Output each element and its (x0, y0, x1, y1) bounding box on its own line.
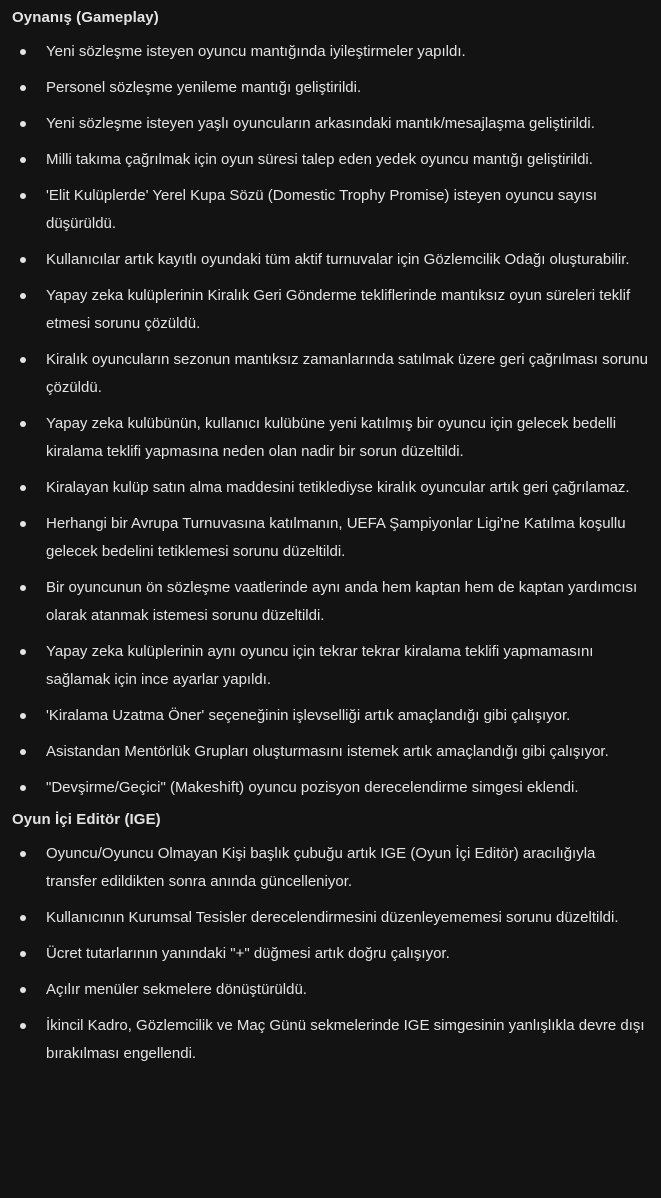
list-item (12, 38, 649, 66)
bullet-dot-icon (20, 293, 26, 299)
section-title-ige: Oyun İçi Editör (IGE) (12, 811, 161, 828)
list-item (12, 182, 649, 238)
list-item (12, 702, 649, 730)
bullet-dot-icon (20, 193, 26, 199)
bullet-dot-icon (20, 585, 26, 591)
bullet-dot-icon (20, 521, 26, 527)
bullet-list-gameplay (12, 38, 649, 802)
bullet-dot-icon (20, 1023, 26, 1029)
bullet-dot-icon (20, 157, 26, 163)
list-item (12, 282, 649, 338)
list-item-text: Kullanıcılar artık kayıtlı oyundaki tüm aktif turnuvalar için Gözlemcilik Odağı oluşturabilir. (46, 251, 630, 268)
list-item-text: 'Kiralama Uzatma Öner' seçeneğinin işlevselliği artık amaçlandığı gibi çalışıyor. (46, 707, 571, 724)
list-item (12, 574, 649, 630)
bullet-dot-icon (20, 485, 26, 491)
list-item (12, 246, 649, 274)
list-item-text: Ücret tutarlarının yanındaki "+" düğmesi artık doğru çalışıyor. (46, 945, 450, 962)
list-item-text: Milli takıma çağrılmak için oyun süresi talep eden yedek oyuncu mantığı geliştirildi. (46, 151, 593, 168)
bullet-dot-icon (20, 749, 26, 755)
bullet-dot-icon (20, 421, 26, 427)
list-item-text: Yapay zeka kulüplerinin aynı oyuncu için tekrar tekrar kiralama teklifi yapmamasını sağlamak için ince ayarlar yapıldı. (46, 643, 594, 688)
list-item (12, 940, 649, 968)
section-ige (12, 810, 649, 1068)
list-item (12, 976, 649, 1004)
list-item (12, 510, 649, 566)
list-item (12, 346, 649, 402)
list-item-text: Yapay zeka kulüplerinin Kiralık Geri Gönderme tekliflerinde mantıksız oyun süreleri teklif etmesi sorunu çözüldü. (46, 287, 631, 332)
list-item-text: Kiralık oyuncuların sezonun mantıksız zamanlarında satılmak üzere geri çağrılması sorunu çözüldü. (46, 351, 648, 396)
bullet-dot-icon (20, 49, 26, 55)
list-item-text: "Devşirme/Geçici" (Makeshift) oyuncu pozisyon derecelendirme simgesi eklendi. (46, 779, 579, 796)
bullet-dot-icon (20, 85, 26, 91)
list-item-text: Kullanıcının Kurumsal Tesisler derecelendirmesini düzenleyememesi sorunu düzeltildi. (46, 909, 619, 926)
list-item-text: Açılır menüler sekmelere dönüştürüldü. (46, 981, 307, 998)
list-item (12, 146, 649, 174)
list-item-text: 'Elit Kulüplerde' Yerel Kupa Sözü (Domestic Trophy Promise) isteyen oyuncu sayısı düşürüldü. (46, 187, 597, 232)
bullet-dot-icon (20, 649, 26, 655)
list-item (12, 638, 649, 694)
list-item-text: Bir oyuncunun ön sözleşme vaatlerinde aynı anda hem kaptan hem de kaptan yardımcısı olarak atanmak istemesi sorunu düzeltildi. (46, 579, 638, 624)
list-item-text: Herhangi bir Avrupa Turnuvasına katılmanın, UEFA Şampiyonlar Ligi'ne Katılma koşullu gelecek bedelini tetiklemesi sorunu düzeltildi. (46, 515, 626, 560)
list-item (12, 1012, 649, 1068)
bullet-dot-icon (20, 915, 26, 921)
list-item-text: Asistandan Mentörlük Grupları oluşturmasını istemek artık amaçlandığı gibi çalışıyor. (46, 743, 609, 760)
list-item (12, 74, 649, 102)
bullet-dot-icon (20, 121, 26, 127)
list-item-text: Yapay zeka kulübünün, kullanıcı kulübüne yeni katılmış bir oyuncu için gelecek bedelli kiralama teklifi yapmasına neden olan nadir bir sorun düzeltildi. (46, 415, 617, 460)
list-item-text: Oyuncu/Oyuncu Olmayan Kişi başlık çubuğu artık IGE (Oyun İçi Editör) aracılığıyla transfer edildikten sonra anında güncelleniyor. (46, 845, 596, 890)
list-item (12, 904, 649, 932)
bullet-dot-icon (20, 257, 26, 263)
list-item-text: Personel sözleşme yenileme mantığı geliştirildi. (46, 79, 362, 96)
list-item (12, 110, 649, 138)
list-item-text: İkincil Kadro, Gözlemcilik ve Maç Günü sekmelerinde IGE simgesinin yanlışlıkla devre dışı bırakılması engellendi. (46, 1017, 645, 1062)
list-item (12, 774, 649, 802)
bullet-dot-icon (20, 357, 26, 363)
bullet-dot-icon (20, 987, 26, 993)
list-item-text: Kiralayan kulüp satın alma maddesini tetiklediyse kiralık oyuncular artık geri çağrılamaz. (46, 479, 630, 496)
list-item (12, 410, 649, 466)
bullet-dot-icon (20, 713, 26, 719)
list-item-text: Yeni sözleşme isteyen yaşlı oyuncuların arkasındaki mantık/mesajlaşma geliştirildi. (46, 115, 595, 132)
list-item (12, 738, 649, 766)
bullet-dot-icon (20, 851, 26, 857)
section-gameplay (12, 8, 649, 802)
section-title-gameplay: Oynanış (Gameplay) (12, 9, 159, 26)
bullet-list-ige (12, 840, 649, 1068)
bullet-dot-icon (20, 785, 26, 791)
bullet-dot-icon (20, 951, 26, 957)
list-item (12, 840, 649, 896)
list-item (12, 474, 649, 502)
list-item-text: Yeni sözleşme isteyen oyuncu mantığında iyileştirmeler yapıldı. (46, 43, 466, 60)
